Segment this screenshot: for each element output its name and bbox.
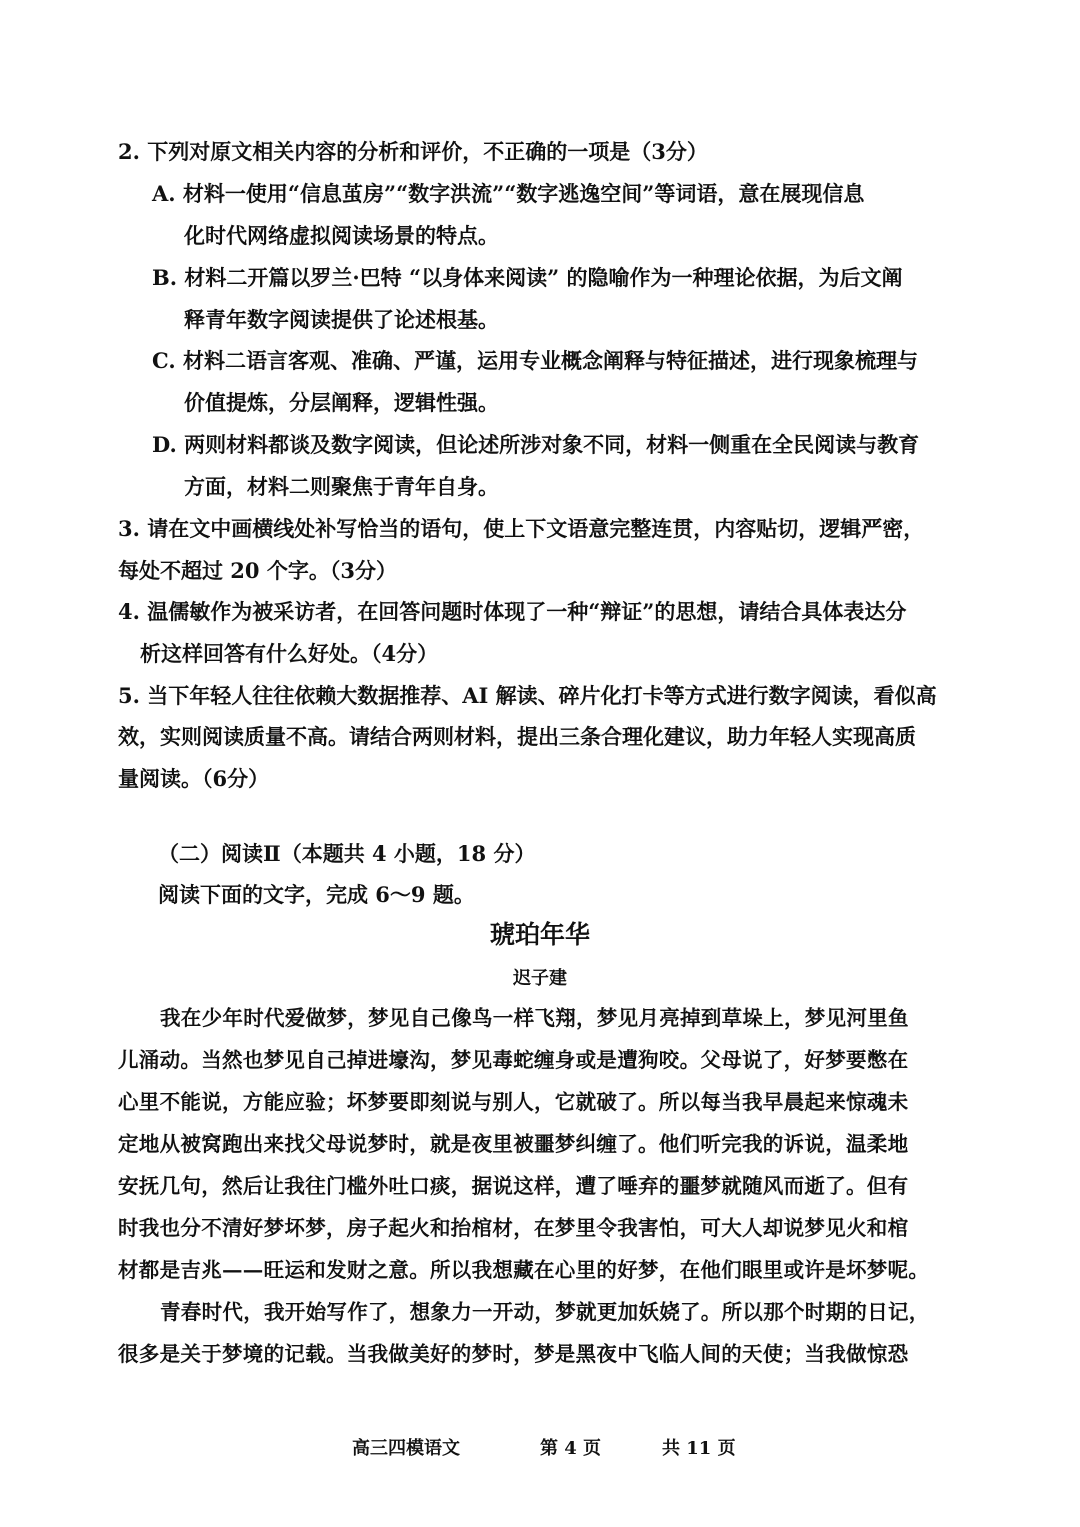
article-line: 我在少年时代爱做梦，梦见自己像鸟一样飞翔，梦见月亮掉到草垛上，梦见河里鱼 [160,1006,909,1030]
article-line: 很多是关于梦境的记载。当我做美好的梦时，梦是黑夜中飞临人间的天使；当我做惊恐 [118,1342,909,1366]
article-line: 青春时代，我开始写作了，想象力一开动，梦就更加妖娆了。所以那个时期的日记， [160,1300,930,1324]
question-5-line-2: 效，实则阅读质量不高。请结合两则材料，提出三条合理化建议，助力年轻人实现高质 [118,724,916,749]
section-heading: （二）阅读Ⅱ（本题共 4 小题，18 分） [158,841,536,866]
option-a-line-2: 化时代网络虚拟阅读场景的特点。 [184,223,499,248]
footer-total-pages: 共 11 页 [662,1438,736,1459]
article-author: 迟子建 [513,968,567,989]
question-4-line-2: 析这样回答有什么好处。（4分） [140,641,439,666]
article-line: 时我也分不清好梦坏梦，房子起火和抬棺材，在梦里令我害怕，可大人却说梦见火和棺 [118,1216,909,1240]
option-c-line-1: C. 材料二语言客观、准确、严谨，运用专业概念阐释与特征描述，进行现象梳理与 [152,348,918,373]
option-a-line-1: A. 材料一使用“信息茧房”“数字洪流”“数字逃逸空间”等词语，意在展现信息 [152,181,865,206]
question-2-stem: 2. 下列对原文相关内容的分析和评价，不正确的一项是（3分） [118,139,708,164]
option-b-line-2: 释青年数字阅读提供了论述根基。 [184,307,499,332]
question-3-line-2: 每处不超过 20 个字。（3分） [118,558,397,583]
article-title: 琥珀年华 [489,920,590,949]
option-d-line-1: D. 两则材料都谈及数字阅读，但论述所涉对象不同，材料一侧重在全民阅读与教育 [152,432,920,457]
footer-subject: 高三四模语文 [352,1438,460,1459]
article-line: 心里不能说，方能应验；坏梦要即刻说与别人，它就破了。所以每当我早晨起来惊魂未 [118,1090,909,1114]
article-line: 定地从被窝跑出来找父母说梦时，就是夜里被噩梦纠缠了。他们听完我的诉说，温柔地 [118,1132,909,1156]
question-5-line-1: 5. 当下年轻人往往依赖大数据推荐、AI 解读、碎片化打卡等方式进行数字阅读，看似高 [118,683,937,708]
article-line: 安抚几句，然后让我往门槛外吐口痰，据说这样，遭了唾弃的噩梦就随风而逝了。但有 [118,1174,909,1198]
option-d-line-2: 方面，材料二则聚焦于青年自身。 [184,474,499,499]
footer-page-number: 第 4 页 [540,1438,602,1459]
article-line: 材都是吉兆——旺运和发财之意。所以我想藏在心里的好梦，在他们眼里或许是坏梦呢。 [118,1258,930,1282]
question-5-line-3: 量阅读。（6分） [118,766,270,791]
option-b-line-1: B. 材料二开篇以罗兰·巴特 “以身体来阅读” 的隐喻作为一种理论依据，为后文阐 [152,265,903,290]
option-c-line-2: 价值提炼，分层阐释，逻辑性强。 [184,390,499,415]
question-3-line-1: 3. 请在文中画横线处补写恰当的语句，使上下文语意完整连贯，内容贴切，逻辑严密， [118,516,925,541]
section-instruction: 阅读下面的文字，完成 6～9 题。 [158,882,475,907]
article-line: 儿涌动。当然也梦见自己掉进壕沟，梦见毒蛇缠身或是遭狗咬。父母说了，好梦要憋在 [118,1048,909,1072]
question-4-line-1: 4. 温儒敏作为被采访者，在回答问题时体现了一种“辩证”的思想，请结合具体表达分 [118,599,907,624]
